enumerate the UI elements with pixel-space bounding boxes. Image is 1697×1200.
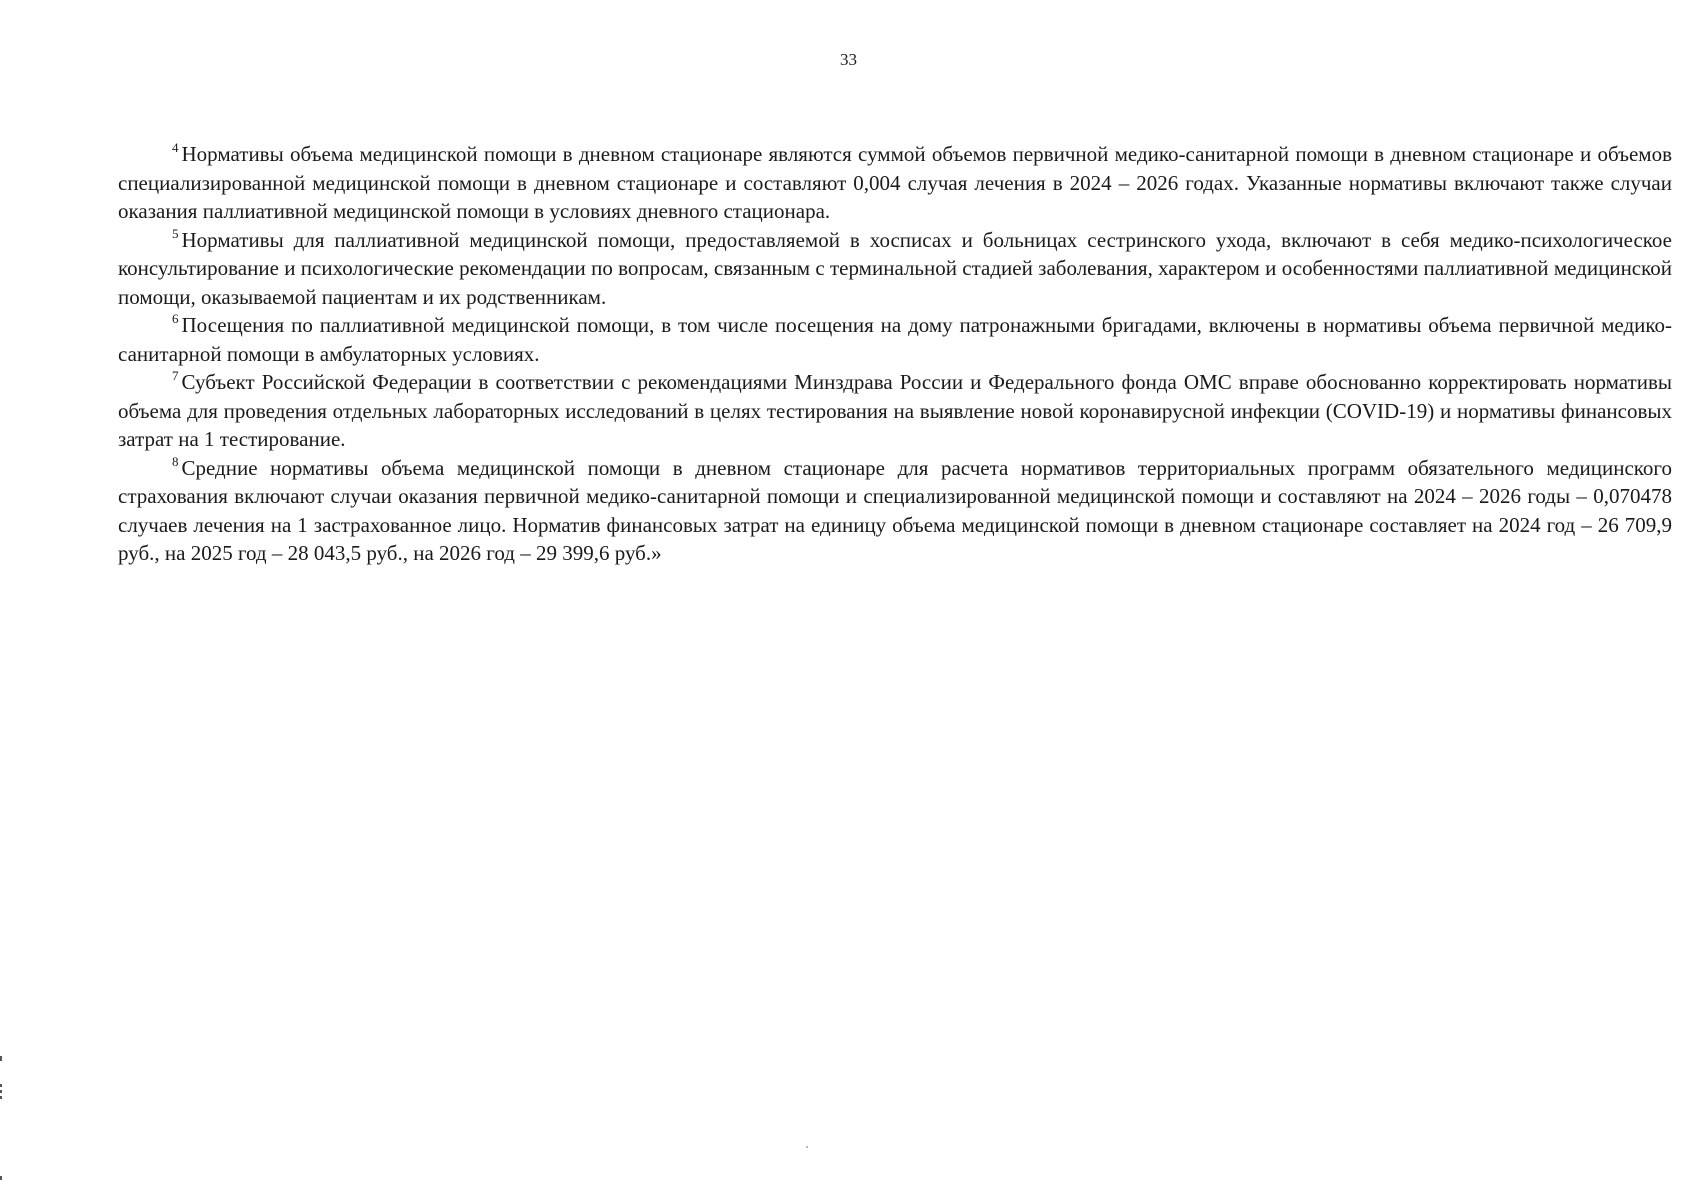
scan-artifact [0, 1090, 2, 1093]
footnote-marker: 6 [172, 311, 179, 326]
footnote-text: Нормативы объема медицинской помощи в дневном стационаре являются суммой объемов первичной медико-санитарной помощи в дневном стационаре и объемов специализированной медицинской помощи в дневном стационаре и составляют 0,004 случая лечения в 2024 – 2026 годах. Указанные нормативы включают также случаи оказания паллиативной медицинской помощи в условиях дневного стационара. [118, 142, 1672, 223]
footnote-8 [118, 454, 1672, 568]
footnote-5 [118, 226, 1672, 312]
footnotes-block [118, 140, 1672, 568]
page-number: 33 [840, 50, 857, 69]
footnote-marker: 7 [172, 368, 179, 383]
scan-artifact [0, 1176, 2, 1180]
footnote-text: Субъект Российской Федерации в соответствии с рекомендациями Минздрава России и Федерального фонда ОМС вправе обоснованно корректировать нормативы объема для проведения отдельных лабораторных исследований в целях тестирования на выявление новой коронавирусной инфекции (COVID-19) и нормативы финансовых затрат на 1 тестирование. [118, 370, 1672, 451]
footnote-marker: 5 [172, 225, 179, 241]
footnote-marker: 8 [172, 453, 179, 469]
scan-artifact [806, 1146, 808, 1148]
footnote-6 [118, 311, 1672, 368]
scan-artifact [0, 1056, 2, 1061]
footnote-text: Средние нормативы объема медицинской помощи в дневном стационаре для расчета нормативов территориальных программ обязательного медицинского страхования включают случаи оказания первичной медико-санитарной помощи и специализированной медицинской помощи и составляют на 2024 – 2026 годы – 0,070478 случаев лечения на 1 застрахованное лицо. Норматив финансовых затрат на единицу объема медицинской помощи в дневном стационаре составляет на 2024 год – 26 709,9 руб., на 2025 год – 28 043,5 руб., на 2026 год – 29 399,6 руб.» [118, 455, 1672, 565]
footnote-marker: 4 [172, 140, 179, 155]
footnote-text: Посещения по паллиативной медицинской помощи, в том числе посещения на дому патронажными бригадами, включены в нормативы объема первичной медико-санитарной помощи в амбулаторных условиях. [118, 313, 1672, 366]
footnote-text: Нормативы для паллиативной медицинской помощи, предоставляемой в хосписах и больницах сестринского ухода, включают в себя медико-психологическое консультирование и психологические рекомендации по вопросам, связанным с терминальной стадией заболевания, характером и особенностями паллиативной медицинской помощи, оказываемой пациентам и их родственникам. [118, 227, 1672, 309]
scan-artifact [0, 1084, 2, 1087]
footnote-7 [118, 368, 1672, 454]
scan-artifact [0, 1096, 2, 1099]
footnote-4 [118, 140, 1672, 226]
